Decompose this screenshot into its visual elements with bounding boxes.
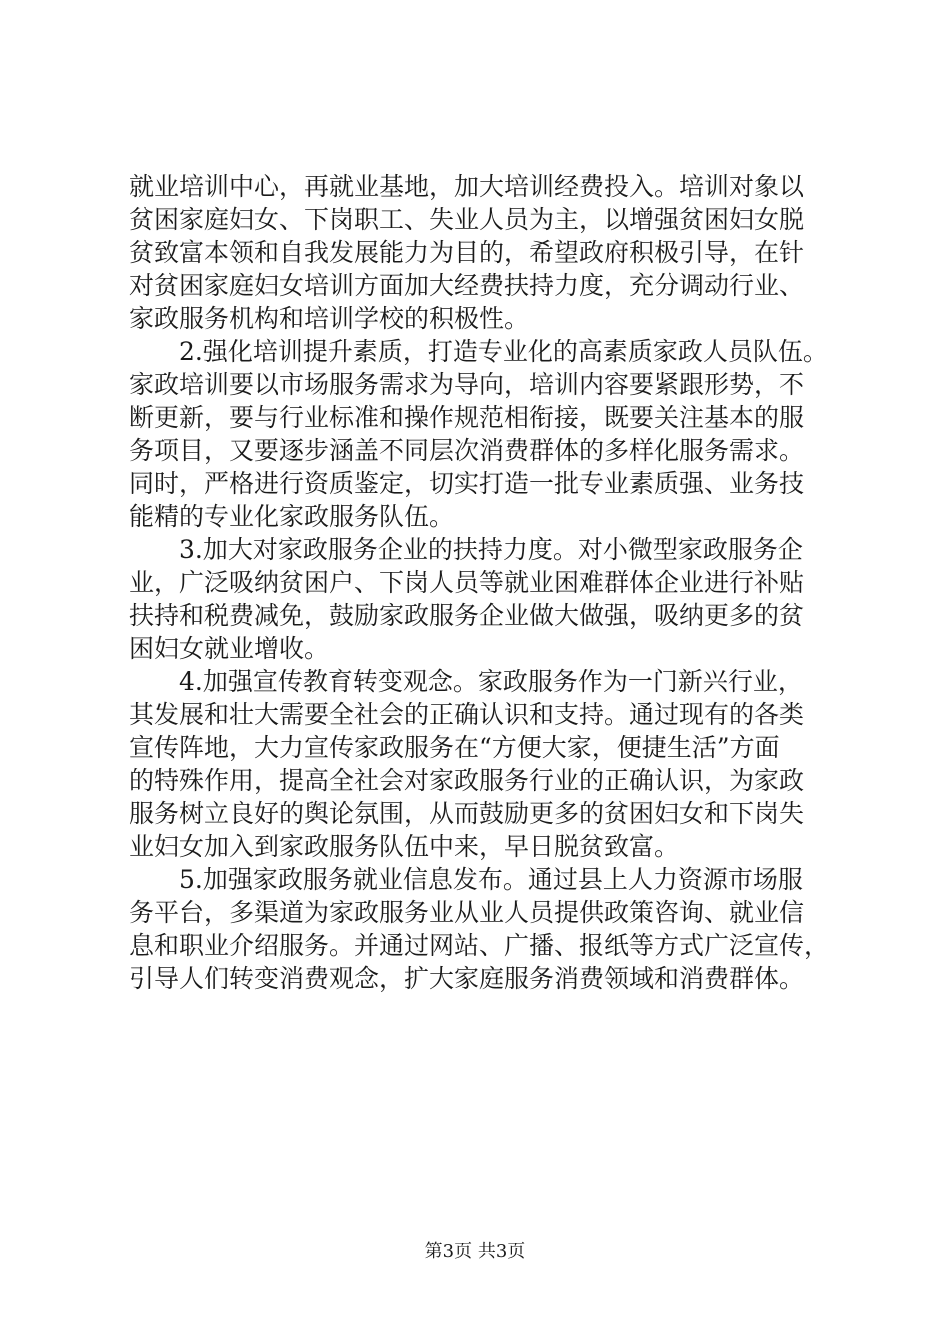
text-line: 的特殊作用，提高全社会对家政服务行业的正确认识，为家政: [129, 766, 805, 795]
text-line: 同时，严格进行资质鉴定，切实打造一批专业素质强、业务技: [129, 469, 805, 498]
page-number-footer: 第3页 共3页: [424, 1241, 526, 1262]
text-line: 家政培训要以市场服务需求为导向，培训内容要紧跟形势，不: [129, 370, 805, 399]
text-line: 能精的专业化家政服务队伍。: [129, 502, 455, 531]
document-body: [129, 170, 829, 995]
text-line: 就业培训中心，再就业基地，加大培训经费投入。培训对象以: [129, 172, 805, 201]
text-line: 务平台，多渠道为家政服务业从业人员提供政策咨询、就业信: [129, 898, 805, 927]
text-line: 断更新，要与行业标准和操作规范相衔接，既要关注基本的服: [129, 403, 805, 432]
text-line: 贫致富本领和自我发展能力为目的，希望政府积极引导，在针: [129, 238, 805, 267]
text-line: 业妇女加入到家政服务队伍中来，早日脱贫致富。: [129, 832, 680, 861]
text-line: 扶持和税费减免，鼓励家政服务企业做大做强，吸纳更多的贫: [129, 601, 805, 630]
text-line: 服务树立良好的舆论氛围，从而鼓励更多的贫困妇女和下岗失: [129, 799, 805, 828]
text-line: 务项目，又要逐步涵盖不同层次消费群体的多样化服务需求。: [129, 436, 805, 465]
paragraph-start-line: 2.强化培训提升素质，打造专业化的高素质家政人员队伍。: [179, 337, 828, 366]
text-line: 业，广泛吸纳贫困户、下岗人员等就业困难群体企业进行补贴: [129, 568, 805, 597]
text-line: 困妇女就业增收。: [129, 634, 330, 663]
text-line: 息和职业介绍服务。并通过网站、广播、报纸等方式广泛宣传，: [129, 931, 830, 960]
text-line: 其发展和壮大需要全社会的正确认识和支持。通过现有的各类: [129, 700, 805, 729]
text-line: 家政服务机构和培训学校的积极性。: [129, 304, 530, 333]
text-line: 对贫困家庭妇女培训方面加大经费扶持力度，充分调动行业、: [129, 271, 805, 300]
text-line: 贫困家庭妇女、下岗职工、失业人员为主，以增强贫困妇女脱: [129, 205, 805, 234]
paragraph-start-line: 3.加大对家政服务企业的扶持力度。对小微型家政服务企: [179, 535, 803, 564]
paragraph-start-line: 5.加强家政服务就业信息发布。通过县上人力资源市场服: [179, 865, 803, 894]
paragraph-start-line: 4.加强宣传教育转变观念。家政服务作为一门新兴行业，: [179, 667, 803, 696]
text-line: 引导人们转变消费观念，扩大家庭服务消费领域和消费群体。: [129, 964, 805, 993]
text-line: 宣传阵地，大力宣传家政服务在“方便大家，便捷生活”方面: [129, 733, 780, 762]
